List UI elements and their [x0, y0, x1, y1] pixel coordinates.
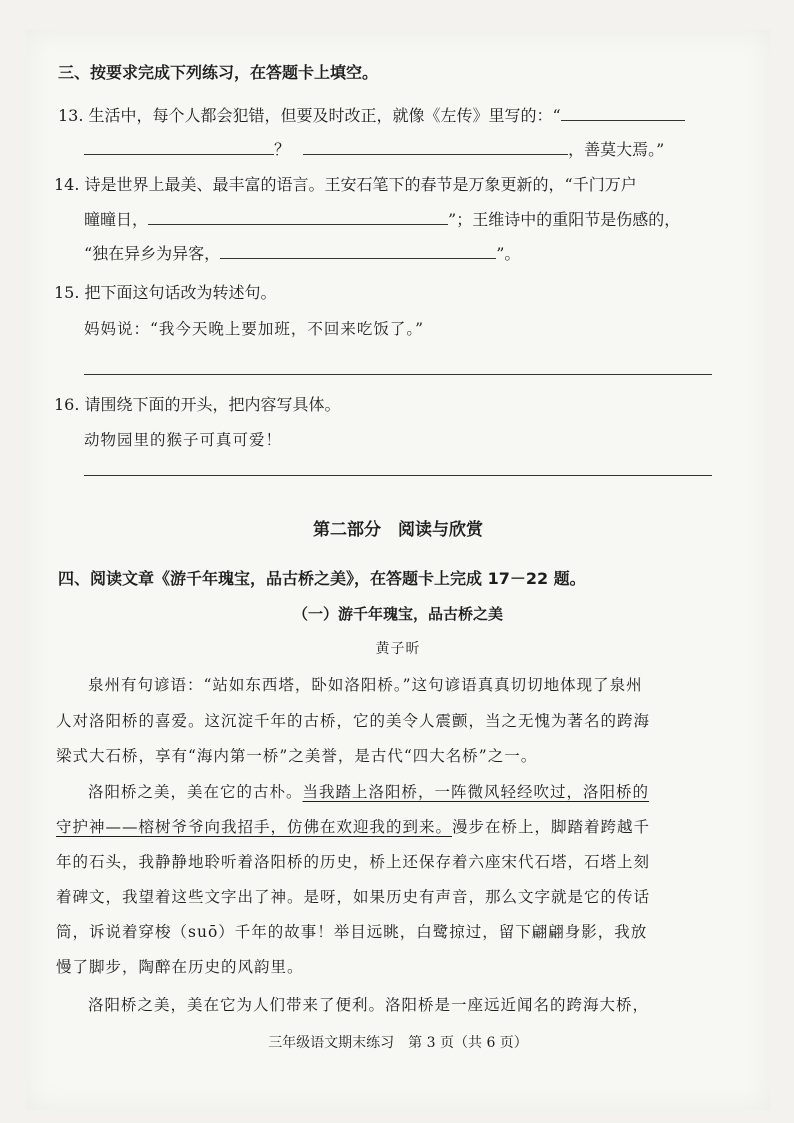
q14-line1: 14. 诗是世界上最美、最丰富的语言。王安石笔下的春节是万象更新的，“千门万户 [54, 175, 637, 194]
q14-blank-2[interactable] [220, 244, 496, 259]
article-title: （一）游千年瑰宝，品古桥之美 [292, 605, 503, 623]
q16-answer-line[interactable] [84, 475, 712, 476]
underlined-sentence-part-1: 当我踏上洛阳桥，一阵微风轻经吹过，洛阳桥的 [302, 783, 650, 801]
p2-line-6: 慢了脚步，陶醉在历史的风韵里。 [56, 958, 304, 976]
q13-line1: 13. 生活中，每个人都会犯错，但要及时改正，就像《左传》里写的：“ [58, 103, 685, 126]
underlined-sentence-part-2: 守护神——榕树爷爷向我招手，仿佛在欢迎我的到来。 [56, 818, 453, 836]
q15-quote: 妈妈说：“我今天晚上要加班，不回来吃饭了。” [84, 320, 425, 338]
p3-line-1: 洛阳桥之美，美在它为人们带来了便利。洛阳桥是一座远近闻名的跨海大桥， [88, 996, 650, 1014]
q15-answer-line[interactable] [84, 374, 712, 375]
q13-blank-3[interactable] [303, 140, 568, 155]
article-author: 黄子昕 [375, 641, 421, 657]
page-footer: 三年级语文期末练习 第 3 页（共 6 页） [268, 1035, 528, 1051]
p2-line-5: 筒，诉说着穿梭（suō）千年的故事！举目远眺，白鹭掠过，留下翩翩身影，我放 [56, 923, 648, 941]
p2-line-3: 年的石头，我静静地聆听着洛阳桥的历史，桥上还保存着六座宋代石塔，石塔上刻 [56, 853, 651, 871]
q13-line2: ？ ，善莫大焉。” [84, 137, 664, 160]
p2-line-4: 着碑文，我望着这些文字出了神。是呀，如果历史有声音，那么文字就是它的传话 [56, 888, 651, 906]
q13-blank-1[interactable] [561, 106, 685, 121]
p1-line-1: 泉州有句谚语：“站如东西塔，卧如洛阳桥。”这句谚语真真切切地体现了泉州 [88, 676, 643, 694]
section-3-heading: 三、按要求完成下列练习，在答题卡上填空。 [58, 63, 379, 82]
p2-line-1: 洛阳桥之美，美在它的古朴。当我踏上洛阳桥，一阵微风轻经吹过，洛阳桥的 [88, 783, 650, 801]
section-4-heading: 四、阅读文章《游千年瑰宝，品古桥之美》，在答题卡上完成 17－22 题。 [58, 569, 586, 588]
p1-line-3: 梁式大石桥，享有“海内第一桥”之美誉，是古代“四大名桥”之一。 [56, 747, 538, 765]
q14-line3: “独在异乡为异客， ”。 [84, 244, 521, 263]
part-2-title: 第二部分 阅读与欣赏 [313, 520, 483, 540]
exam-page [26, 30, 770, 1110]
q16-prompt: 16. 请围绕下面的开头，把内容写具体。 [54, 395, 341, 414]
q14-blank-1[interactable] [148, 210, 448, 225]
q14-line2: 曈曈日， ”；王维诗中的重阳节是伤感的， [84, 210, 681, 229]
p1-line-2: 人对洛阳桥的喜爱。这沉淀千年的古桥，它的美令人震颤，当之无愧为著名的跨海 [56, 712, 651, 730]
q13-blank-2[interactable] [84, 140, 274, 155]
p2-line-2: 守护神——榕树爷爷向我招手，仿佛在欢迎我的到来。漫步在桥上，脚踏着跨越千 [56, 818, 651, 836]
q15-prompt: 15. 把下面这句话改为转述句。 [54, 283, 277, 302]
q16-quote: 动物园里的猴子可真可爱！ [84, 431, 283, 449]
